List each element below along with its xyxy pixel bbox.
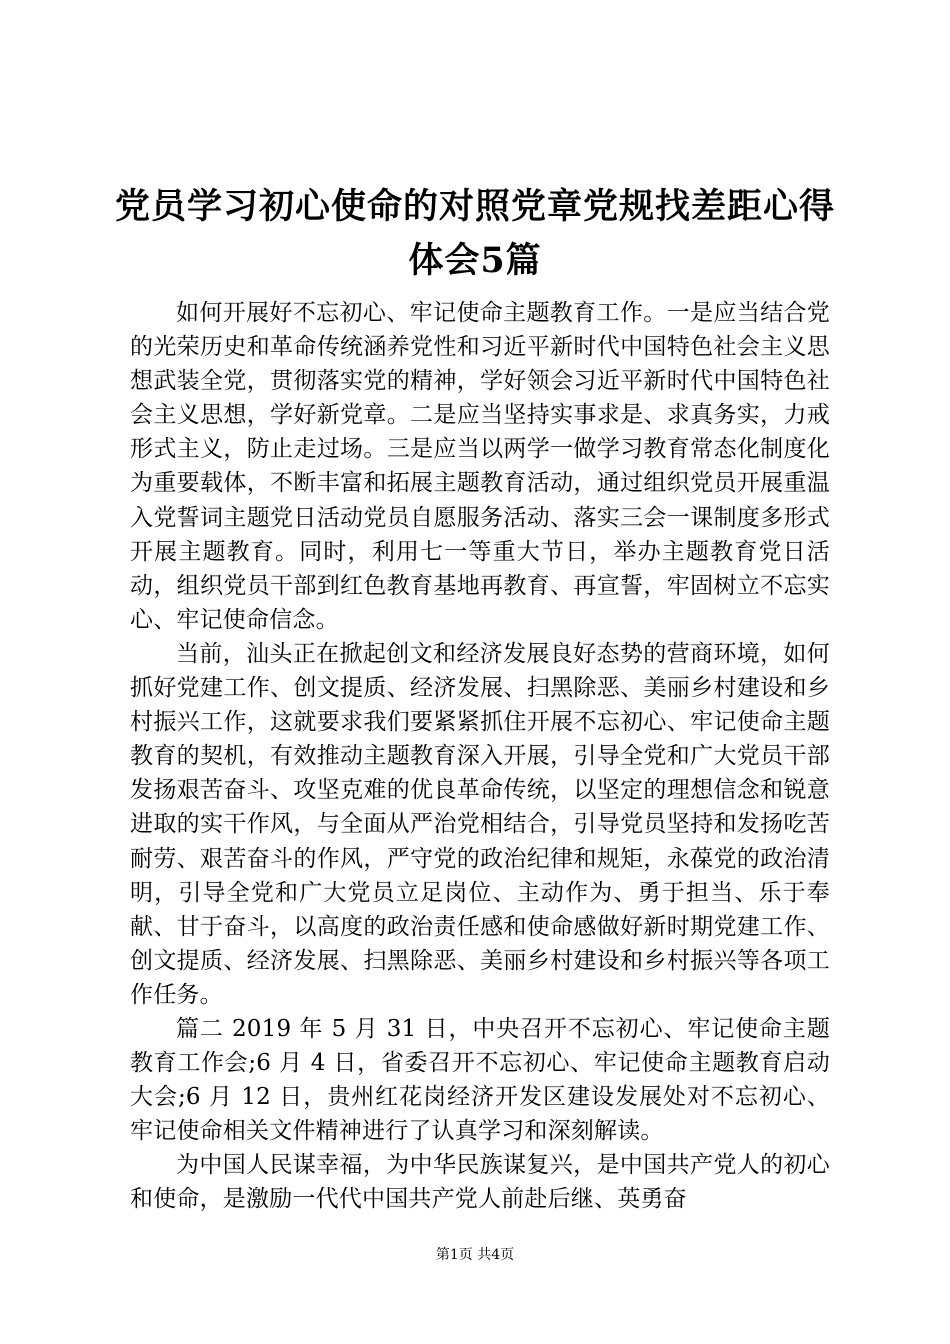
paragraph: 为中国人民谋幸福，为中华民族谋复兴，是中国共产党人的初心和使命，是激励一代代中国共产党人前赴后继、英勇奋 (130, 1152, 830, 1213)
paragraph: 篇二 2019 年 5 月 31 日，中央召开不忘初心、牢记使命主题教育工作会;6 月 4 日，省委召开不忘初心、牢记使命主题教育启动大会;6 月 12 日，贵州红花岗经济开发区建设发展处对不忘初心、牢记使命相关文件精神进行了认真学习和深刻解读。 (130, 1015, 830, 1145)
document-title-line-1: 党员学习初心使命的对照党章党规找差距心得 (114, 186, 835, 227)
document-body (130, 296, 830, 1217)
paragraph: 如何开展好不忘初心、牢记使命主题教育工作。一是应当结合党的光荣历史和革命传统涵养党性和习近平新时代中国特色社会主义思想武装全党，贯彻落实党的精神，学好领会习近平新时代中国特色社会主义思想，学好新党章。二是应当坚持实事求是、求真务实，力戒形式主义，防止走过场。三是应当以两学一做学习教育常态化制度化为重要载体，不断丰富和拓展主题教育活动，通过组织党员开展重温入党誓词主题党日活动党员自愿服务活动、落实三会一课制度多形式开展主题教育。同时，利用七一等重大节日，举办主题教育党日活动，组织党员干部到红色教育基地再教育、再宣誓，牢固树立不忘实心、牢记使命信念。 (130, 300, 830, 633)
page-footer: 第1页 共4页 (435, 1247, 515, 1263)
paragraph: 当前，汕头正在掀起创文和经济发展良好态势的营商环境，如何抓好党建工作、创文提质、经济发展、扫黑除恶、美丽乡村建设和乡村振兴工作，这就要求我们要紧紧抓住开展不忘初心、牢记使命主题教育的契机，有效推动主题教育深入开展，引导全党和广大党员干部发扬艰苦奋斗、攻坚克难的优良革命传统，以坚定的理想信念和锐意进取的实干作风，与全面从严治党相结合，引导党员坚持和发扬吃苦耐劳、艰苦奋斗的作风，严守党的政治纪律和规矩，永葆党的政治清明，引导全党和广大党员立足岗位、主动作为、勇于担当、乐于奉献、甘于奋斗，以高度的政治责任感和使命感做好新时期党建工作、创文提质、经济发展、扫黑除恶、美丽乡村建设和乡村振兴等各项工作任务。 (130, 640, 830, 1008)
document-title-line-2: 体会5篇 (408, 240, 542, 281)
